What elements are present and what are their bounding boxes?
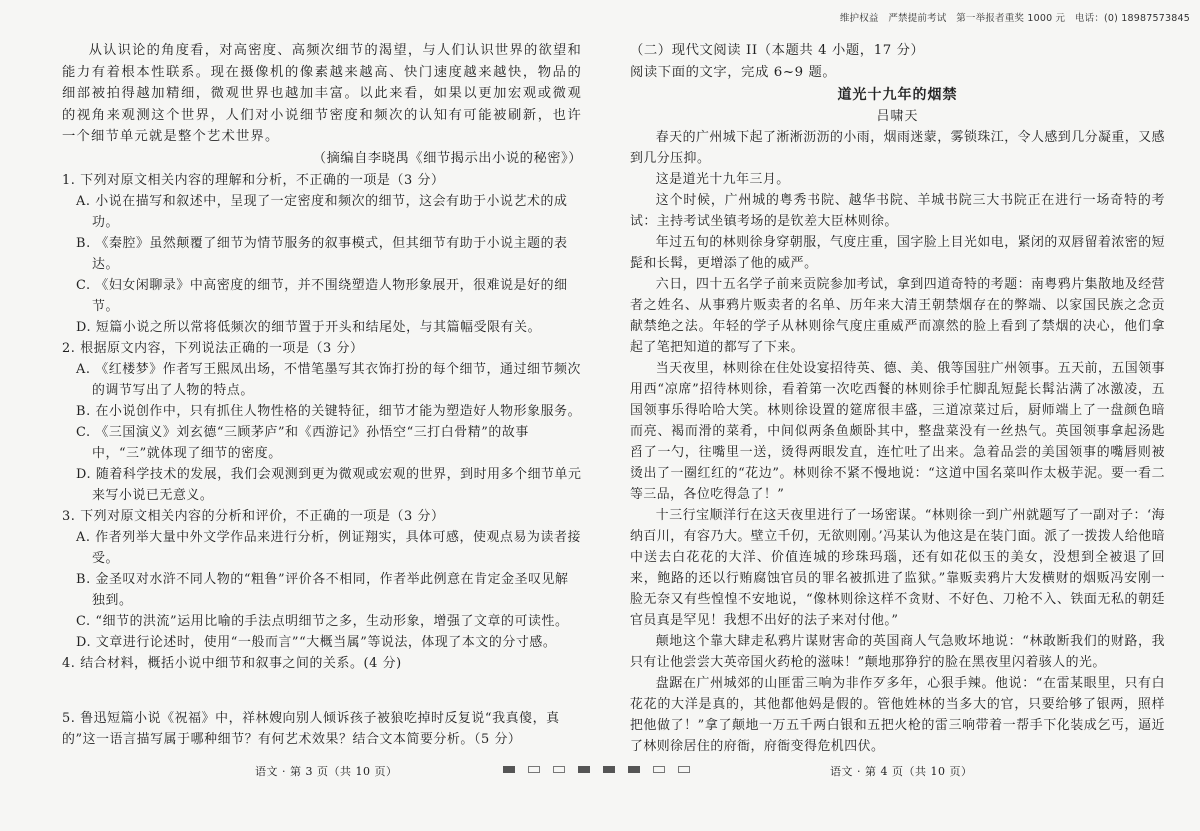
- story-paragraph: 这是道光十九年三月。: [655, 172, 790, 188]
- option-b: B. 在小说创作中，只有抓住人物性格的关键特征，细节才能为塑造好人物形象服务。: [76, 404, 582, 419]
- question-5: [62, 708, 582, 750]
- story-paragraph: 十三行宝顺洋行在这天夜里进行了一场密谋。“林则徐一到广州就题写了一副对子：‘海纳百川，有容乃大。壁立千仞，无欲则刚。’冯某认为他这是在装门面。派了一拨拨人给他暗中送去白花花的大洋、价值连城的珍珠玛瑙，还有如花似玉的美女，没想到全被退了回来，鲍路的还以行贿腐蚀官员的罪名被抓进了监狱。”靠贩卖鸦片大发横财的烟贩冯安刚一脸无奈又有些惶惶不安地说，“像林则徐这样不贪财、不好色、刀枪不入、铁面无私的朝廷官员真是罕见！我想不出好的法子来对付他。”: [630, 508, 1165, 629]
- essay-source: （摘编自李晓禺《细节揭示出小说的秘密》）: [312, 150, 582, 166]
- question-4: [62, 653, 582, 674]
- story-paragraph: 当天夜里，林则徐在住处设宴招待英、德、美、俄等国驻广州领事。五天前，五国领事用西“凉席”招待林则徐，看着第一次吃西餐的林则徐手忙脚乱短髭长髯沾满了冰激凌，五国领事乐得哈哈大笑。林则徐设置的筵席很丰盛，三道凉菜过后，厨师端上了一盘颜色暗而亮、褐而滑的菜肴，中间似两条鱼颇卧其中，整盘菜没有一丝热气。英国领事拿起汤匙舀了一勺，往嘴里一送，烫得两眼发直，连忙吐了出来。急着品尝的美国领事的嘴唇则被烫出了一圈红红的“花边”。林则徐不紧不慢地说：“这道中国名菜叫作太极芋泥。要一看二等三品，各位吃得急了！”: [630, 361, 1165, 503]
- section-instruction: 阅读下面的文字，完成 6~9 题。: [630, 64, 837, 80]
- question-stem: 2. 根据原文内容，下列说法正确的一项是（3 分）: [62, 341, 364, 356]
- story-paragraph: 盘踞在广州城郊的山匪雷三响为非作歹多年，心狠手辣。他说：“在雷某眼里，只有白花花的大洋是真的，其他都他妈是假的。管他姓林的当多大的官，只要给够了银两，照样把他做了！”拿了颠地一万五千两白银和五把火枪的雷三响带着一帮手下化装成乞丐，逼近了林则徐居住的府衙，府衙变得危机四伏。: [630, 676, 1165, 755]
- story-paragraph: 春天的广州城下起了淅淅沥沥的小雨，烟雨迷蒙，雾锁珠江，令人感到几分凝重，又感到几分压抑。: [630, 130, 1165, 167]
- question-stem: 4. 结合材料，概括小说中细节和叙事之间的关系。(4 分): [62, 656, 402, 671]
- question-1: [62, 170, 582, 338]
- question-list: [62, 170, 582, 750]
- option-c: C. 《妇女闲聊录》中高密度的细节，并不围绕塑造人物形象展开，很难说是好的细节。: [76, 278, 568, 314]
- option-a: A. 小说在描写和叙述中，呈现了一定密度和频次的细节，这会有助于小说艺术的成功。: [76, 194, 568, 230]
- page-footer-left: 语文 · 第 3 页（共 10 页）: [255, 765, 398, 778]
- option-d: D. 短篇小说之所以常将低频次的细节置于开头和结尾处，与其篇幅受限有关。: [76, 320, 542, 335]
- right-page: [600, 0, 1200, 831]
- option-c: C. “细节的洪流”运用比喻的手法点明细节之多，生动形象，增强了文章的可读性。: [76, 614, 569, 629]
- option-d: D. 随着科学技术的发展，我们会观测到更为微观或宏观的世界，到时用多个细节单元来写小说已无意义。: [76, 467, 582, 503]
- story-paragraph: 这个时候，广州城的粤秀书院、越华书院、羊城书院三大书院正在进行一场奇特的考试：主持考试坐镇考场的是钦差大臣林则徐。: [630, 193, 1165, 230]
- question-stem: 5. 鲁迅短篇小说《祝福》中，祥林嫂向别人倾诉孩子被狼吃掉时反复说“我真傻，真的”这一语言描写属于哪种细节？有何艺术效果？结合文本简要分析。（5 分）: [62, 711, 560, 747]
- reading-section: [630, 40, 1165, 757]
- option-a: A. 作者列举大量中外文学作品来进行分析，例证翔实，具体可感，使观点易为读者接受。: [76, 530, 581, 566]
- binding-mark: [528, 766, 540, 773]
- option-c: C. 《三国演义》刘玄德“三顾茅庐”和《西游记》孙悟空“三打白骨精”的故事中，“三”就体现了细节的密度。: [76, 425, 529, 461]
- binding-mark: [553, 766, 565, 773]
- question-stem: 3. 下列对原文相关内容的分析和评价，不正确的一项是（3 分）: [62, 509, 445, 524]
- binding-mark: [578, 766, 590, 773]
- question-stem: 1. 下列对原文相关内容的理解和分析，不正确的一项是（3 分）: [62, 173, 445, 188]
- option-d: D. 文章进行论述时，使用“一般而言”“大概当属”等说法，体现了本文的分寸感。: [76, 635, 557, 650]
- binding-mark: [503, 766, 515, 773]
- story-paragraph: 六日，四十五名学子前来贡院参加考试，拿到四道奇特的考题：南粤鸦片集散地及经营者之姓名、从事鸦片贩卖者的名单、历年来大清王朝禁烟存在的弊端、以家国民族之念贡献禁绝之法。年轻的学子从林则徐气度庄重威严而凛然的脸上看到了禁烟的决心，他们拿起了笔把知道的都写了下来。: [630, 277, 1165, 356]
- question-3: [62, 506, 582, 653]
- option-b: B. 金圣叹对水浒不同人物的“粗鲁”评价各不相同，作者举此例意在肯定金圣叹见解独到。: [76, 572, 569, 608]
- answer-space: [62, 674, 582, 708]
- story-title: 道光十九年的烟禁: [837, 87, 958, 104]
- question-2: [62, 338, 582, 506]
- story-paragraph: 年过五旬的林则徐身穿朝服，气度庄重，国字脸上目光如电，紧闭的双唇留着浓密的短髭和长髯，更增添了他的威严。: [630, 235, 1165, 272]
- essay-paragraph: 从认识论的角度看，对高密度、高频次细节的渴望，与人们认识世界的欲望和能力有着根本性联系。现在摄像机的像素越来越高、快门速度越来越快，物品的细部被拍得越加精细，微观世界也越加丰富。以此来看，如果以更加宏观或微观的视角来观测这个世界，人们对小说细节密度和频次的认知有可能被刷新，也许一个细节单元就是整个艺术世界。: [62, 43, 582, 145]
- section-heading: （二）现代文阅读 II（本题共 4 小题，17 分）: [630, 43, 925, 58]
- option-b: B. 《秦腔》虽然颠覆了细节为情节服务的叙事模式，但其细节有助于小说主题的表达。: [76, 236, 568, 272]
- story-paragraph: 颠地这个靠大肆走私鸦片谋财害命的英国商人气急败坏地说：“林敢断我们的财路，我只有让他尝尝大英帝国火药枪的滋味！”颠地那狰狞的脸在黑夜里闪着骇人的光。: [630, 634, 1165, 671]
- anti-cheating-banner: 维护权益 严禁提前考试 第一举报者重奖 1000 元 电话：(0) 18987573845: [839, 13, 1190, 24]
- story-author: 吕啸天: [876, 109, 919, 125]
- page-footer-right: 语文 · 第 4 页（共 10 页）: [830, 765, 973, 778]
- option-a: A. 《红楼梦》作者写王熙凤出场，不惜笔墨写其衣饰打扮的每个细节，通过细节频次的调节写出了人物的特点。: [76, 362, 581, 398]
- essay-excerpt: [62, 40, 582, 170]
